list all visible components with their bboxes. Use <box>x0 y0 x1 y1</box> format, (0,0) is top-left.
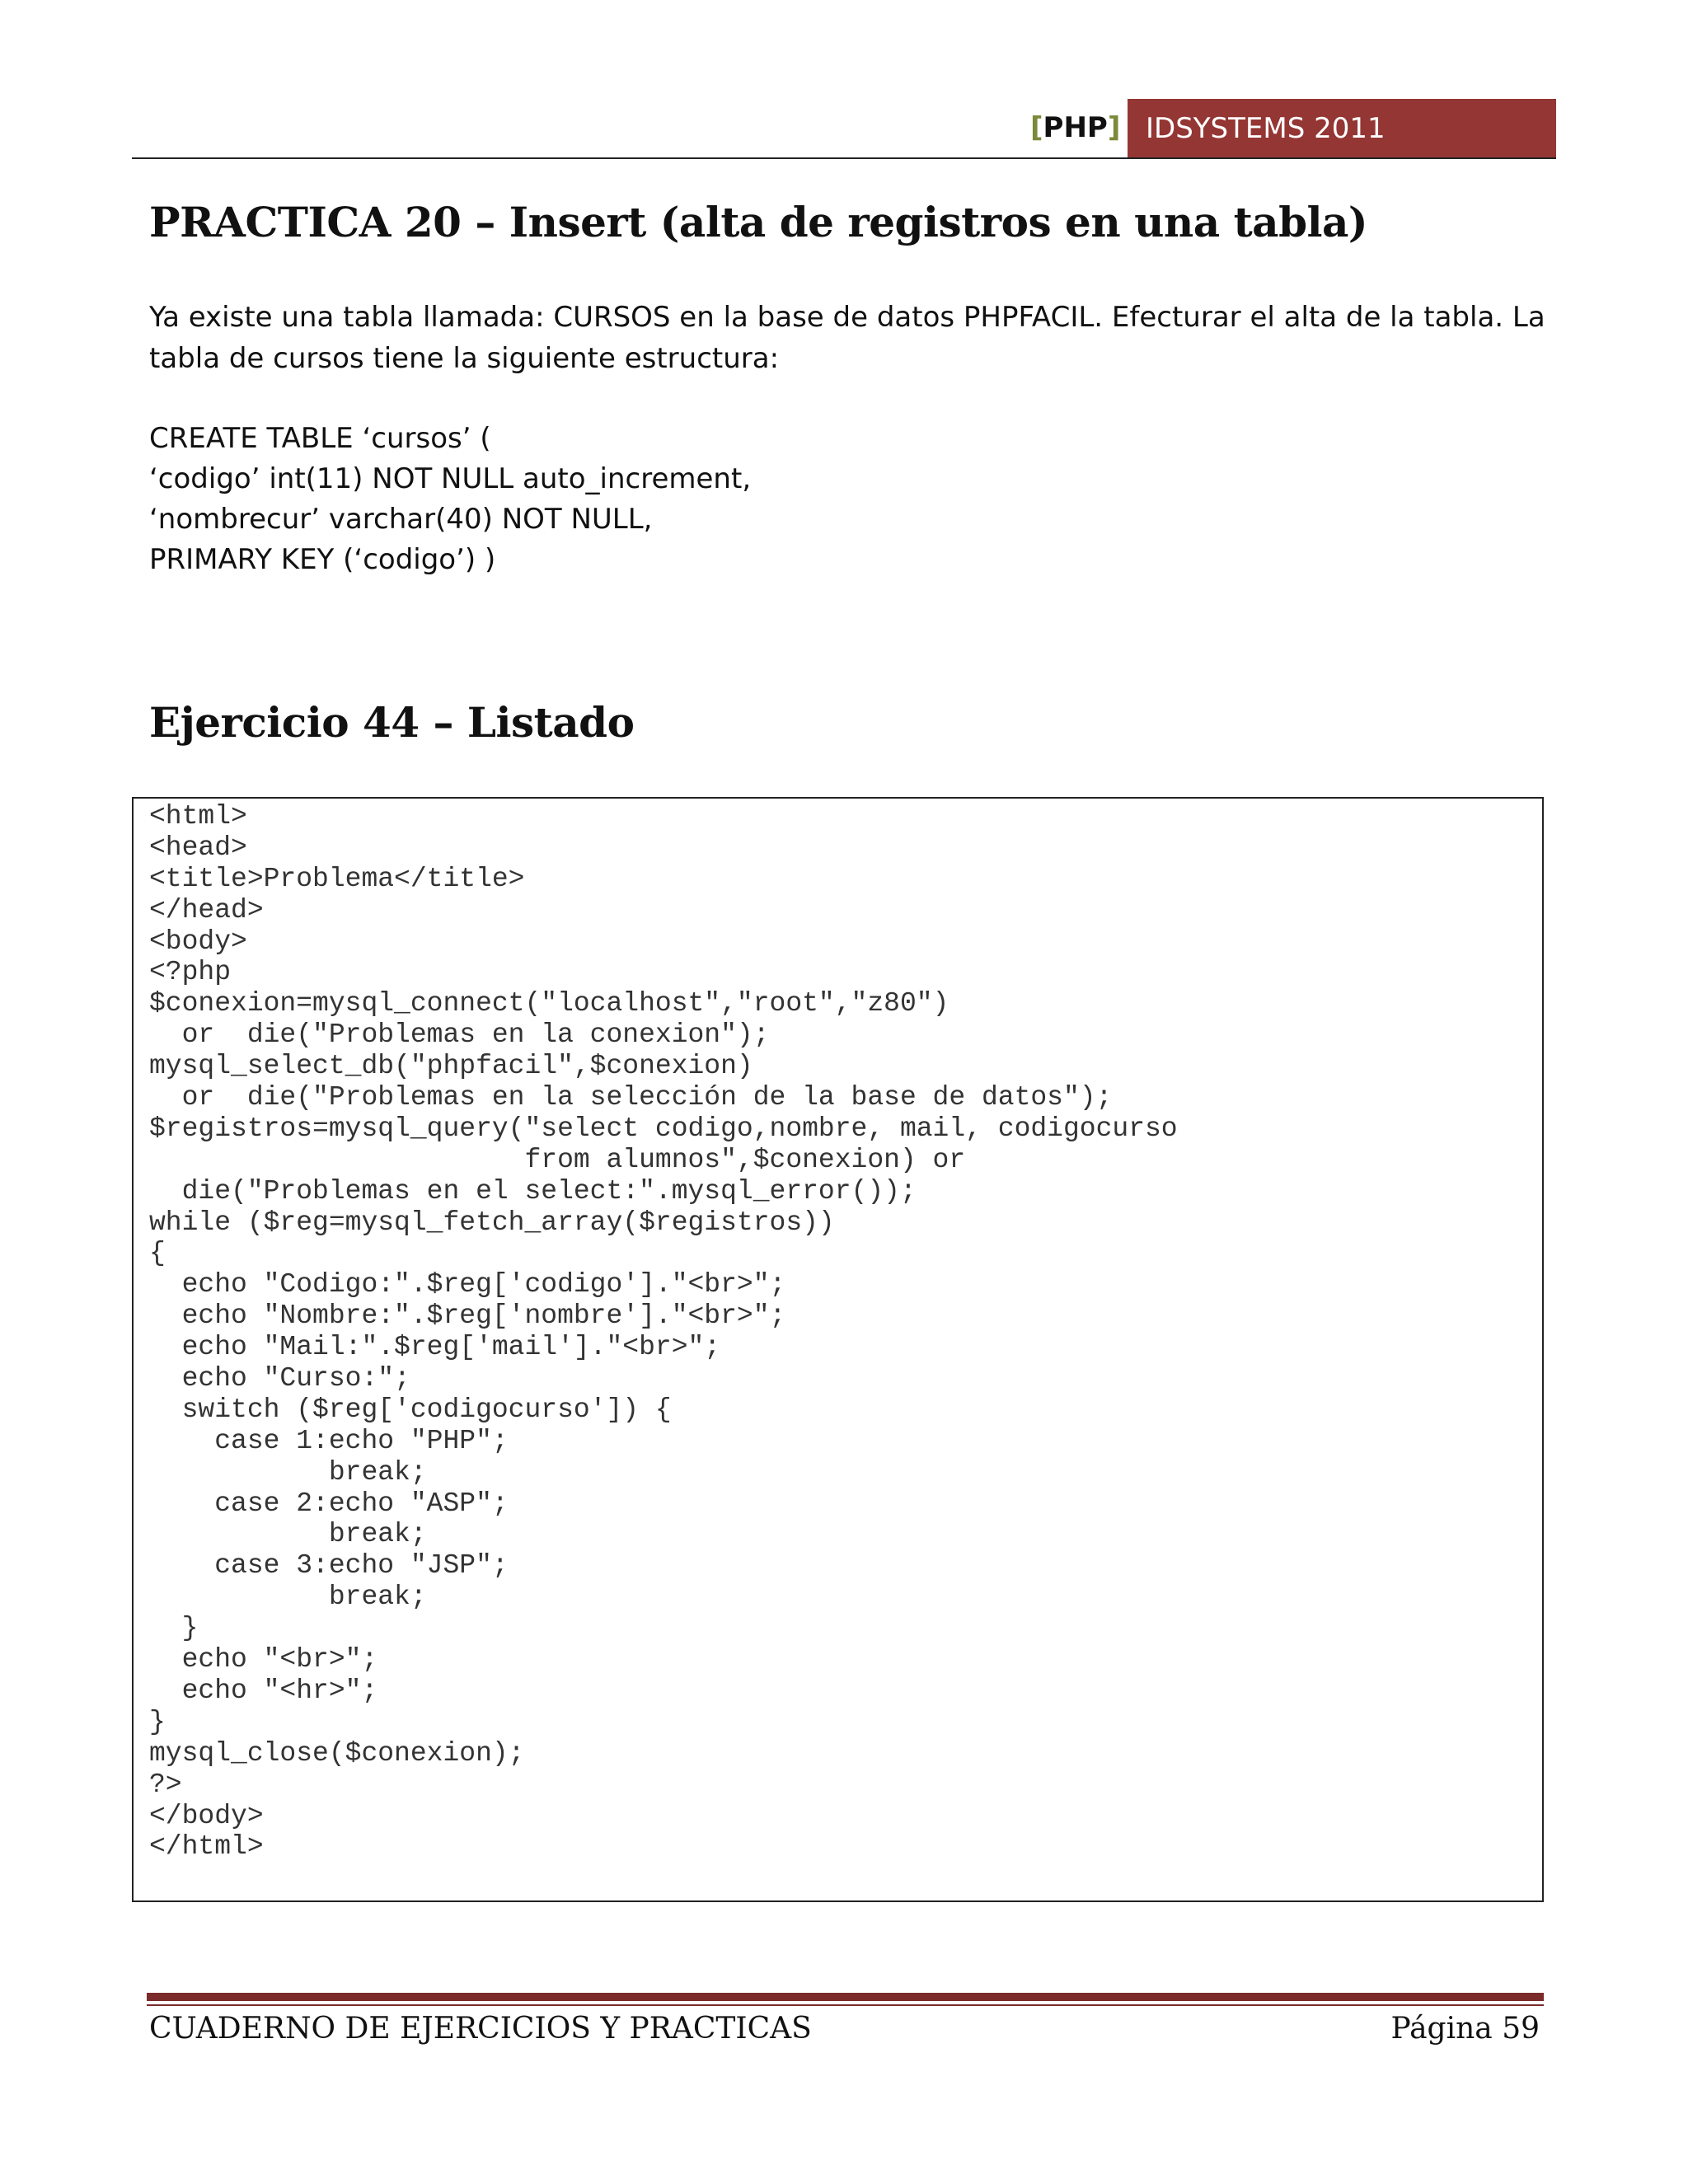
code-line: echo "<br>"; <box>149 1644 378 1675</box>
code-line: break; <box>149 1456 427 1488</box>
code-line: die("Problemas en el select:".mysql_error()); <box>149 1175 917 1207</box>
code-line: while ($reg=mysql_fetch_array($registros)) <box>149 1207 835 1238</box>
code-line: <?php <box>149 957 232 988</box>
practice-title: PRACTICA 20 – Insert (alta de registros en una tabla) <box>149 198 1368 246</box>
code-line: case 2:echo "ASP"; <box>149 1488 509 1519</box>
sql-line: ‘nombrecur’ varchar(40) NOT NULL, <box>149 503 653 536</box>
footer-page-number: Página 59 <box>1390 2012 1540 2046</box>
code-line: } <box>149 1706 166 1737</box>
code-line: break; <box>149 1582 427 1613</box>
sql-structure <box>149 419 751 580</box>
header-rule <box>132 157 1556 159</box>
code-line: or die("Problemas en la conexion"); <box>149 1019 770 1051</box>
code-line: mysql_select_db("phpfacil",$conexion) <box>149 1051 753 1082</box>
code-line: case 1:echo "PHP"; <box>149 1425 509 1456</box>
header-band: IDSYSTEMS 2011 <box>1128 99 1556 159</box>
code-line: } <box>149 1613 199 1644</box>
footer-book-title: CUADERNO DE EJERCICIOS Y PRACTICAS <box>149 2012 812 2046</box>
sql-line: ‘codigo’ int(11) NOT NULL auto_increment, <box>149 462 752 495</box>
code-box <box>132 797 1544 1902</box>
code-line: switch ($reg['codigocurso']) { <box>149 1394 672 1425</box>
code-line: <html> <box>149 801 247 832</box>
code-line: case 3:echo "JSP"; <box>149 1550 509 1582</box>
header-bracket-close: ] <box>1107 111 1121 144</box>
code-line: $conexion=mysql_connect("localhost","root","z80") <box>149 988 950 1019</box>
code-line: from alumnos",$conexion) or <box>149 1144 966 1175</box>
code-line: or die("Problemas en la selección de la base de datos"); <box>149 1082 1113 1113</box>
code-line: echo "Nombre:".$reg['nombre']."<br>"; <box>149 1301 786 1332</box>
code-line: $registros=mysql_query("select codigo,nombre, mail, codigocurso <box>149 1113 1178 1144</box>
header-bracket-open: [ <box>1030 111 1043 144</box>
code-line: echo "Codigo:".$reg['codigo']."<br>"; <box>149 1269 786 1301</box>
header-language: PHP <box>1043 111 1108 144</box>
code-line: echo "Mail:".$reg['mail']."<br>"; <box>149 1332 721 1363</box>
footer-rule-thick <box>147 1993 1544 2001</box>
code-line: <head> <box>149 832 247 863</box>
code-line: break; <box>149 1519 427 1550</box>
sql-line: PRIMARY KEY (‘codigo’) ) <box>149 543 496 576</box>
code-line: <body> <box>149 926 247 957</box>
code-listing <box>149 799 1542 1863</box>
code-line: { <box>149 1238 166 1269</box>
header-language-tag <box>1030 107 1120 148</box>
code-line: </body> <box>149 1800 264 1831</box>
sql-line: CREATE TABLE ‘cursos’ ( <box>149 422 491 455</box>
code-line: ?> <box>149 1769 182 1800</box>
code-line: <title>Problema</title> <box>149 863 525 894</box>
code-line: </html> <box>149 1831 264 1863</box>
code-line: mysql_close($conexion); <box>149 1737 525 1769</box>
exercise-title: Ejercicio 44 – Listado <box>149 698 635 747</box>
code-line: echo "<hr>"; <box>149 1675 378 1706</box>
practice-intro: Ya existe una tabla llamada: CURSOS en la base de datos PHPFACIL. Efecturar el alta de la tabla. La tabla de cursos tiene la siguiente estructura: <box>149 301 1545 375</box>
code-line: </head> <box>149 894 264 926</box>
code-line: echo "Curso:"; <box>149 1363 410 1394</box>
